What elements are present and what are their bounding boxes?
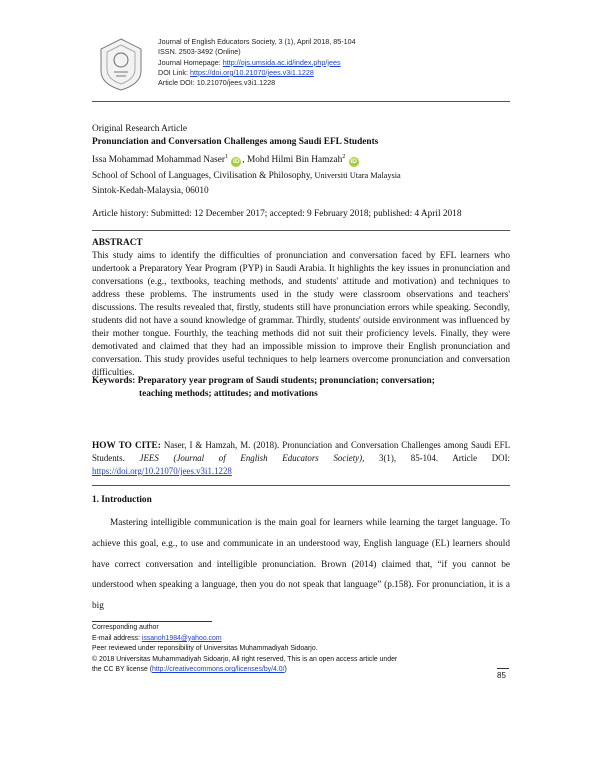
article-history: Article history: Submitted: 12 December 2017; accepted: 9 February 2018; published: 4 April 2018 <box>92 209 462 219</box>
article-type: Original Research Article <box>92 124 187 134</box>
how-to-cite: HOW TO CITE: Naser, I & Hamzah, M. (2018). Pronunciation and Conversation Challenges among Saudi EFL Students. JEES (Journal of English Educators Society), 3(1), 85-104. Article DOI: https://doi.org/10.21070/jees.v3i1.1228 <box>92 440 510 476</box>
title-block <box>92 123 510 198</box>
peer-review-note: Peer reviewed under reponsibility of Universitas Muhammadiyah Sidoarjo. <box>92 645 318 653</box>
license-link[interactable]: http://creativecommons.org/licenses/by/4.0/ <box>152 666 285 674</box>
page-number-rule <box>497 668 509 669</box>
email-link[interactable]: issanoh1984@yahoo.com <box>141 634 222 642</box>
cite-journal: JEES (Journal of English Educators Society) <box>139 453 363 464</box>
issn: ISSN. 2503-3492 (Online) <box>158 47 241 57</box>
journal-info <box>158 37 356 88</box>
keywords-line-1: Preparatory year program of Saudi students; pronunciation; conversation; <box>137 376 435 386</box>
introduction-heading: 1. Introduction <box>92 495 152 505</box>
abstract <box>92 237 510 380</box>
footnote-divider <box>92 621 212 622</box>
affiliation: School of School of Languages, Civilisation & Philosophy, Universiti Utara Malaysia <box>92 171 401 182</box>
author-1: Issa Mohammad Mohammad Naser <box>92 155 225 166</box>
cite-doi-link[interactable]: https://doi.org/10.21070/jees.v3i1.1228 <box>92 465 232 476</box>
journal-homepage: Journal Homepage: http://ojs.umsida.ac.id/index.php/jees <box>158 57 341 67</box>
orcid-icon[interactable]: iD <box>350 158 357 166</box>
copyright-note: © 2018 Universitas Muhammadiyah Sidoarjo, All right reserved, This is an open access article under <box>92 655 398 663</box>
license-line: the CC BY license (http://creativecommons.org/licenses/by/4.0/) <box>92 666 287 674</box>
homepage-link[interactable]: http://ojs.umsida.ac.id/index.php/jees <box>222 57 341 67</box>
cite-divider <box>92 485 510 486</box>
corresponding-author: Corresponding author <box>92 624 159 631</box>
abstract-heading: ABSTRACT <box>92 238 143 248</box>
journal-logo-icon <box>96 36 146 92</box>
keywords-line-2: teaching methods; attitudes; and motivations <box>139 389 318 399</box>
abstract-text: This study aims to identify the difficulties of pronunciation and conversation faced by EFL learners who undertook a Preparatory Year Program (PYP) in Saudi Arabia. It highlights the key issues in pronunciation and conversations (e.g., textbooks, teaching methods, and students' attitude and motivation) and techniques to address these problems. The instruments used in the study were classroom observations and teachers' discussions. The results revealed that, firstly, students still have pronunciation errors while speaking. Secondly, students did not have a sound knowledge of grammar. Thirdly, students' outside environment was influenced by their mother tongue. Fourthly, the teaching methods did not suit their proficiency levels. Finally, they were demotivated and claimed that they had an impossible mission to improve their English pronunciation and conversation. This study provides useful techniques to help learners overcome pronunciation and conversation difficulties. <box>92 251 510 378</box>
doi-link[interactable]: https://doi.org/10.21070/jees.v3i1.1228 <box>189 67 314 77</box>
doi-link-line: DOI Link: https://doi.org/10.21070/jees.v3i1.1228 <box>158 67 314 77</box>
orcid-icon[interactable]: iD <box>233 158 240 166</box>
keywords <box>92 375 510 401</box>
introduction-paragraph: Mastering intelligible communication is the main goal for learners while learning the target language. To achieve this goal, e.g., to use and communicate in an understood way, English language (EL) learners should have correct conversation and intelligible pronunciation. Brown (2014) claimed that, “if you cannot be understood when speaking a language, then you do not speak that language” (p.158). For pronunciation, it is a big <box>92 518 510 612</box>
authors: Issa Mohammad Mohammad Naser$^1$ iD , Mohd Hilmi Bin Hamzah$^2$ iD <box>92 154 357 166</box>
history-divider <box>92 230 510 231</box>
author-2: , Mohd Hilmi Bin Hamzah <box>242 155 343 166</box>
article-title: Pronunciation and Conversation Challenges among Saudi EFL Students <box>92 137 379 147</box>
cite-label: HOW TO CITE: <box>92 441 161 451</box>
journal-line: Journal of English Educators Society, 3 (1), April 2018, 85-104 <box>158 37 356 46</box>
footnotes <box>92 623 397 676</box>
page-number: 85 <box>497 671 506 680</box>
header-divider <box>92 101 510 102</box>
article-doi: Article DOI: 10.21070/jees.v3i1.1228 <box>158 78 276 88</box>
email-line: E-mail address: issanoh1984@yahoo.com <box>92 634 222 642</box>
affiliation-city: Sintok-Kedah-Malaysia, 06010 <box>92 186 209 197</box>
keywords-label: Keywords: <box>92 376 136 386</box>
